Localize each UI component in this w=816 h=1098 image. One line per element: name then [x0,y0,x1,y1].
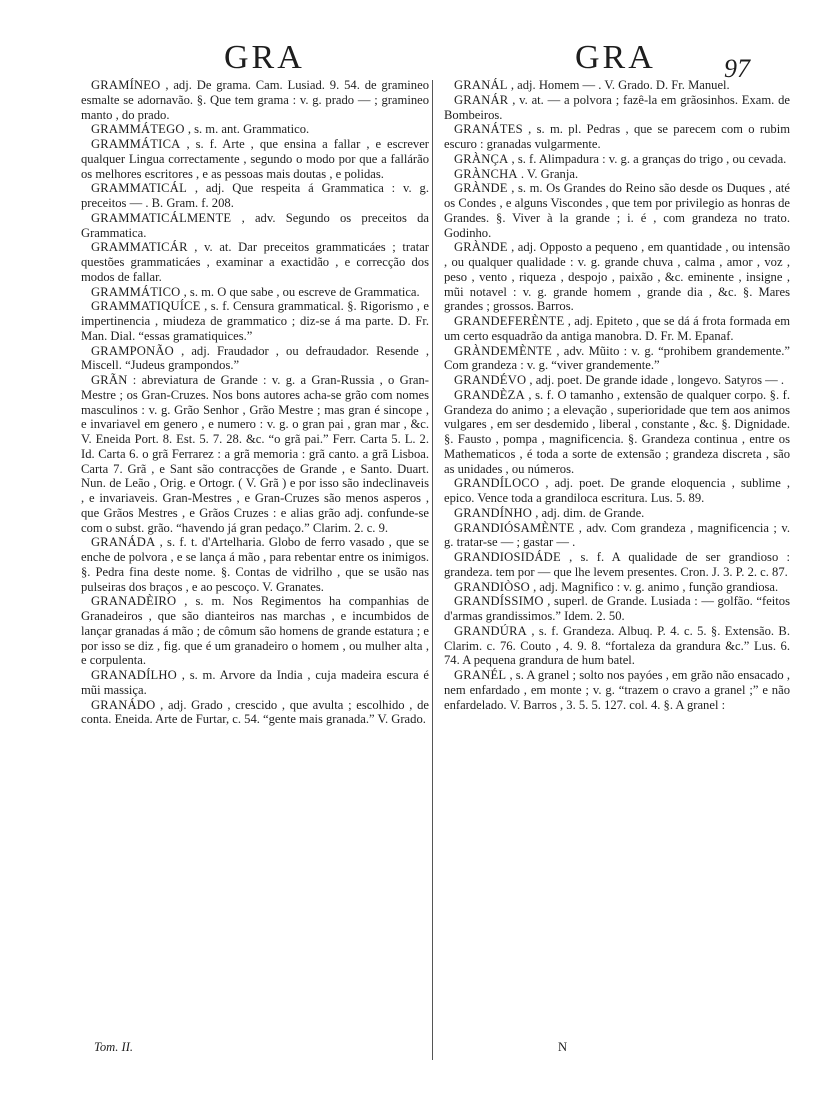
entry-headword: GRAMPONÃO [91,343,174,358]
entry-headword: GRÀNCHA [454,166,518,181]
entry-definition: : abreviatura de Grande : v. g. a Gran-Russia , o Gran-Mestre ; os Gran-Cruzes. Nos bons autores acha-se grão com nomes masculinos : v. g. Grão Senhor , Grão Mestre ; mas gran é sincope , e invariavel em genero , e numero : v. g. o gran pai , gran mar , &c. V. Eneida Port. 8. Est. 5. 7. 28. &c. “o grã pai.” Ferr. Carta 5. L. 2. Id. Carta 6. o grã Ferrarez : a grã memoria : grã canto. a grã Lisboa. Carta 7. Grã , e Sant são contracções de Grande , e Santo. Duart. Nun. de Leão , Orig. e Ortogr. ( V. Grã ) e por isso são indeclinaveis , e invariaveis. Gran-Mestres , e Gran-Cruzes são menos asperos , que Grãos Mestres , e Grãos Cruzes : e alias grão adj. confunde-se com o subst. grão. “havendo já gran pedaço.” Clarim. 2. c. 9. [81,373,429,535]
entry-definition: , s. f. Alimpadura : v. g. a granças do trigo , ou cevada. [511,151,787,166]
entry-headword: GRAMMATIQUÍCE [91,299,201,314]
entry-headword: GRANÁTES [454,122,523,137]
entry-definition: , adj. Magnifico : v. g. animo , função grandiosa. [533,579,779,594]
entry-headword: GRANDÈZA [454,387,525,402]
left-running-head: GRA [224,39,305,76]
entry-definition: , v. at. Dar preceitos grammaticáes ; tratar questões grammaticáes , examinar a exactidão , e correcção dos modos de fallar. [81,240,429,284]
dictionary-entry [81,344,429,374]
entry-headword: GRÀNDEMÈNTE [454,343,553,358]
entry-headword: GRANADÈIRO [91,594,177,609]
dictionary-entry [444,668,790,712]
entry-definition: , adj. poet. De grande eloquencia , sublime , epico. Vence toda a grandiloca escritura. Lus. 5. 89. [444,476,790,505]
dictionary-entry [444,476,790,506]
entry-definition: , adj. Opposto a pequeno , em quantidade , ou intensão , ou qualquer qualidade : v. g. grande chuva , calma , amor , voz , peso , vento , riqueza , despojo , paixão , &c. eminente , insigne , mũi notavel : v. g. grande homem , grande dia , &c. §. Mares grandes ; grossos. Barros. [444,240,790,314]
dictionary-entry [81,122,429,137]
entry-headword: GRÀNDE [454,240,508,255]
dictionary-entry [444,167,790,182]
entry-headword: GRANDEFERÈNTE [454,314,565,328]
entry-headword: GRAMMATICÁR [91,240,188,255]
entry-definition: , s. f. t. d'Artelharia. Globo de ferro vasado , que se enche de polvora , e se lança á mão , para rebentar entre os inimigos. §. Pedra fina deste nome. §. Contas de vidrilho , que se usão nas pulseiras dos braços , e ao pescoço. V. Granates. [81,535,429,594]
entry-headword: GRAMMATICÁLMENTE [91,210,232,225]
entry-headword: GRÀNÇA [454,151,509,166]
entry-definition: , adj. Homem — . V. Grado. D. Fr. Manuel. [510,78,730,92]
dictionary-entry [444,152,790,167]
entry-definition: , s. f. O tamanho , extensão de qualquer corpo. §. f. Grandeza do animo ; a elevação , superioridade que tem aos animos vulgares , em ser desdemido , liberal , constante , &c. §. Dignidade. §. Fausto , pompa , magnificencia. §. Grandeza continua , entre os Mathematicos , é toda a sorte de extensão ; grandeza discreta , são as unidades , ou números. [444,387,790,476]
dictionary-entry [81,78,429,122]
entry-headword: GRANADÍLHO [91,668,177,682]
entry-headword: GRANDIOSIDÁDE [454,550,561,564]
entry-definition: , adj. Fraudador , ou defraudador. Resende , Miscell. “Judeus grampondos.” [81,343,429,373]
entry-definition: , s. m. Arvore da India , cuja madeira escura é mũi massiça. [81,668,429,697]
entry-definition: , adj. Que respeita á Grammatica : v. g. preceitos — . B. Gram. f. 208. [81,181,429,210]
page-header [0,36,816,83]
dictionary-entry [444,594,790,624]
entry-headword: GRANDIÓSAMÈNTE [454,520,575,535]
entry-headword: GRANDÍLOCO [454,476,540,491]
volume-label: Tom. II. [94,1040,134,1054]
entry-definition: , adv. Com grandeza , magnificencia ; v. g. tratar-se — ; gastar — . [444,520,790,550]
entry-headword: GRANDIÒSO [454,579,530,594]
dictionary-entry [444,624,790,668]
entry-headword: GRAMMÁTICA [91,137,181,151]
dictionary-entry [444,78,790,93]
page-number: 97 [724,54,750,83]
entry-definition: , adj. poet. De grande idade , longevo. Satyros — . [529,373,785,387]
entry-definition: , s. m. O que sabe , ou escreve de Grammatica. [183,284,420,299]
dictionary-entry [81,698,429,728]
entry-definition: , adj. Epiteto , que se dá á frota formada em um certo esquadrão da antiga manobra. D. Fr. M. Epanaf. [444,314,790,343]
entry-definition: , s. f. Censura grammatical. §. Rigorismo , e impertinencia , miudeza de grammatico ; diz-se á ma parte. D. Fr. Man. Dial. “essas gramatiquices.” [81,299,429,343]
entry-definition: , superl. de Grande. Lusiada : — golfão. “feitos d'armas grandissimos.” Idem. 2. 50. [444,594,790,623]
dictionary-entry [444,314,790,344]
dictionary-entry [444,122,790,152]
entry-definition: , adv. Mũito : v. g. “prohibem grandemente.” Com grandeza : v. g. “viver grandemente.” [444,343,790,373]
entry-headword: GRANÁR [454,92,509,107]
right-running-head: GRA [575,39,656,76]
entry-headword: GRÀNDE [454,181,508,196]
dictionary-entry [81,373,429,535]
entry-headword: GRANÁDA [91,535,156,550]
entry-headword: GRAMMATICÁL [91,181,187,196]
entry-headword: GRANÁL [454,78,508,92]
dictionary-entry [444,93,790,123]
entry-headword: GRAMMÁTEGO [91,122,185,137]
dictionary-entry [444,240,790,314]
entry-definition: , s. f. Grandeza. Albuq. P. 4. c. 5. §. Extensão. B. Clarim. c. 76. Couto , 4. 9. 8. “fortaleza da grandura &c.” Lus. 6. 74. A pequena grandura de hum batel. [444,623,790,668]
entry-definition: , s. f. A qualidade de ser grandioso : grandeza. tem por — que lhe levem presentes. Cron. J. 3. P. 2. c. 87. [444,550,790,579]
column-divider [432,80,433,1060]
entry-definition: , adj. Grado , crescido , que avulta ; escolhido , de conta. Eneida. Arte de Furtar, c. 54. “gente mais granada.” V. Grado. [81,697,430,727]
dictionary-entry [444,388,790,477]
dictionary-entry [444,550,790,580]
entry-headword: GRAMMÁTICO [91,284,181,299]
dictionary-entry [444,521,790,551]
entry-headword: GRANDÉVO [454,373,527,387]
entry-headword: GRANDÚRA [454,623,527,638]
dictionary-entry [81,211,429,241]
dictionary-entry [444,580,790,595]
dictionary-entry [444,181,790,240]
dictionary-entry [81,137,429,181]
dictionary-entry [444,373,790,388]
entry-headword: GRANDÍNHO [454,505,533,520]
entry-headword: GRÃN [91,373,128,387]
entry-definition: , adj. dim. de Grande. [535,505,645,520]
dictionary-entry [81,594,429,668]
right-column [444,78,790,712]
entry-headword: GRANÁDO [91,697,156,712]
entry-definition: , s. f. Arte , que ensina a fallar , e escrever qualquer Lingua correctamente , segundo o modo por que a fallárão os melhores escritores , e as pessoas mais doutas , e polidas. [81,137,429,181]
dictionary-entry [81,240,429,284]
dictionary-entry [81,668,429,698]
entry-definition: , s. A granel ; solto nos payóes , em grão não ensacado , nem enfardado , em monte ; v. g. “trazem o cravo a granel ;” e não enfardelado. V. Barros , 3. 5. 5. 127. col. 4. §. A granel : [444,668,790,712]
entry-headword: GRAMÍNEO [91,78,161,92]
entry-definition: , v. at. — a polvora ; fazê-la em grãosinhos. Exam. de Bombeiros. [444,92,790,122]
dictionary-entry [81,535,429,594]
entry-definition: , s. m. pl. Pedras , que se parecem com o rubim escuro : granadas vulgarmente. [444,122,790,151]
entry-definition: , adj. De grama. Cam. Lusiad. 9. 54. de gramineo esmalte se adornavão. §. Que tem grama : v. g. prado — ; gramineo manto , do prado. [81,78,429,122]
dictionary-entry [81,299,429,343]
entry-definition: , s. m. ant. Grammatico. [187,122,310,137]
dictionary-entry [444,344,790,374]
left-column [81,78,429,727]
entry-definition: , s. m. Os Grandes do Reino são desde os Duques , até os Condes , e alguns Viscondes , que tem por privilegio as honras de Grandes. §. Viver à la grande ; i. é , com grandeza no trato. Godinho. [444,181,790,240]
entry-headword: GRANDÍSSIMO [454,594,544,609]
entry-definition: , adv. Segundo os preceitos da Grammatica. [81,210,429,240]
dictionary-entry [81,285,429,300]
dictionary-entry [444,506,790,521]
dictionary-entry [81,181,429,211]
entry-definition: , s. m. Nos Regimentos ha companhias de Granadeiros , que são dianteiros nas marchas , e incumbidos de lançar granadas á mão ; de cômum são homens de grande estatura ; e por isso se diz , fig. que é um granadeiro o homem , ou mulher alta , e corpulenta. [81,594,429,668]
entry-definition: . V. Granja. [520,166,579,181]
entry-headword: GRANÉL [454,668,507,682]
signature-mark: N [558,1040,568,1054]
